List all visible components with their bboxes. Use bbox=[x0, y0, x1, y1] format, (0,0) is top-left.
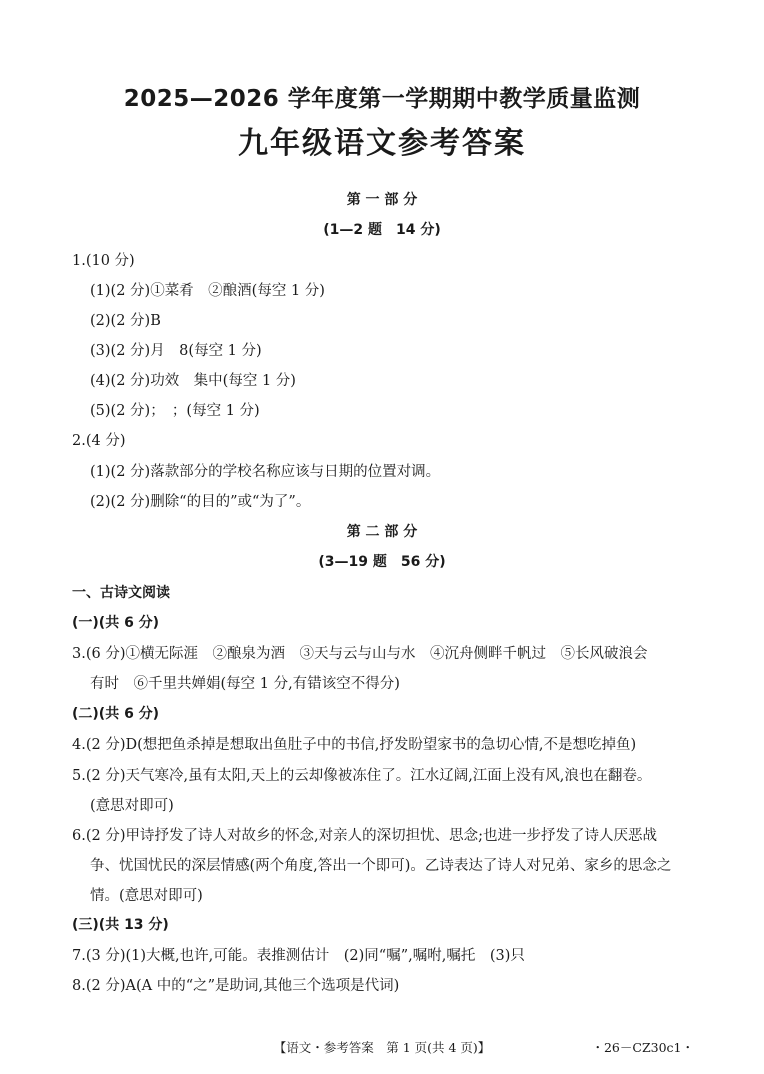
answer-line: 3.(6 分)①横无际涯 ②酿泉为酒 ③天与云与山与水 ④沉舟侧畔千帆过 ⑤长风破浪会 bbox=[72, 646, 648, 662]
answer-line: (1)(2 分)落款部分的学校名称应该与日期的位置对调。 bbox=[90, 464, 441, 480]
answer-line: 8.(2 分)A(A 中的“之”是助词,其他三个选项是代词) bbox=[72, 978, 400, 994]
subsection-title: (三)(共 13 分) bbox=[72, 917, 169, 933]
answer-line: 1.(10 分) bbox=[72, 253, 135, 269]
answer-line: 5.(2 分)天气寒冷,虽有太阳,天上的云却像被冻住了。江水辽阔,江面上没有风,浪也在翻卷。 bbox=[72, 768, 652, 784]
section-title: 一、古诗文阅读 bbox=[72, 585, 170, 601]
document-subtitle: 九年级语文参考答案 bbox=[238, 126, 526, 161]
answer-line: (3)(2 分)月 8(每空 1 分) bbox=[90, 343, 262, 359]
part1-heading: 第 一 部 分 bbox=[346, 192, 418, 208]
page-footer: 【语文・参考答案 第 1 页(共 4 页)】 bbox=[273, 1040, 491, 1055]
answer-line: 2.(4 分) bbox=[72, 433, 126, 449]
answer-line: 情。(意思对即可) bbox=[90, 888, 203, 904]
answer-line: (1)(2 分)①菜肴 ②酿酒(每空 1 分) bbox=[90, 283, 325, 299]
subsection-title: (二)(共 6 分) bbox=[72, 706, 160, 722]
page-code: ・26－CZ30c1・ bbox=[591, 1040, 694, 1055]
answer-line: 有时 ⑥千里共婵娟(每空 1 分,有错该空不得分) bbox=[90, 676, 400, 692]
answer-line: 争、忧国忧民的深层情感(两个角度,答出一个即可)。乙诗表达了诗人对兄弟、家乡的思念之 bbox=[90, 858, 672, 874]
part2-range: (3—19 题 56 分) bbox=[318, 554, 446, 570]
answer-line: (意思对即可) bbox=[90, 798, 174, 814]
answer-line: (4)(2 分)功效 集中(每空 1 分) bbox=[90, 373, 296, 389]
answer-line: (5)(2 分)； ；(每空 1 分) bbox=[90, 403, 260, 419]
subsection-title: (一)(共 6 分) bbox=[72, 615, 160, 631]
part2-heading: 第 二 部 分 bbox=[346, 524, 418, 540]
answer-line: 6.(2 分)甲诗抒发了诗人对故乡的怀念,对亲人的深切担忧、思念;也进一步抒发了诗人厌恶战 bbox=[72, 828, 657, 844]
answer-line: (2)(2 分)删除“的目的”或“为了”。 bbox=[90, 494, 311, 510]
exam-title: 2025—2026 学年度第一学期期中教学质量监测 bbox=[123, 86, 641, 112]
answer-line: 4.(2 分)D(想把鱼杀掉是想取出鱼肚子中的书信,抒发盼望家书的急切心情,不是想吃掉鱼) bbox=[72, 737, 637, 753]
answer-line: 7.(3 分)(1)大概,也许,可能。表推测估计 (2)同“嘱”,嘱咐,嘱托 (3)只 bbox=[72, 948, 525, 964]
answer-line: (2)(2 分)B bbox=[90, 313, 161, 329]
part1-range: (1—2 题 14 分) bbox=[323, 222, 441, 238]
